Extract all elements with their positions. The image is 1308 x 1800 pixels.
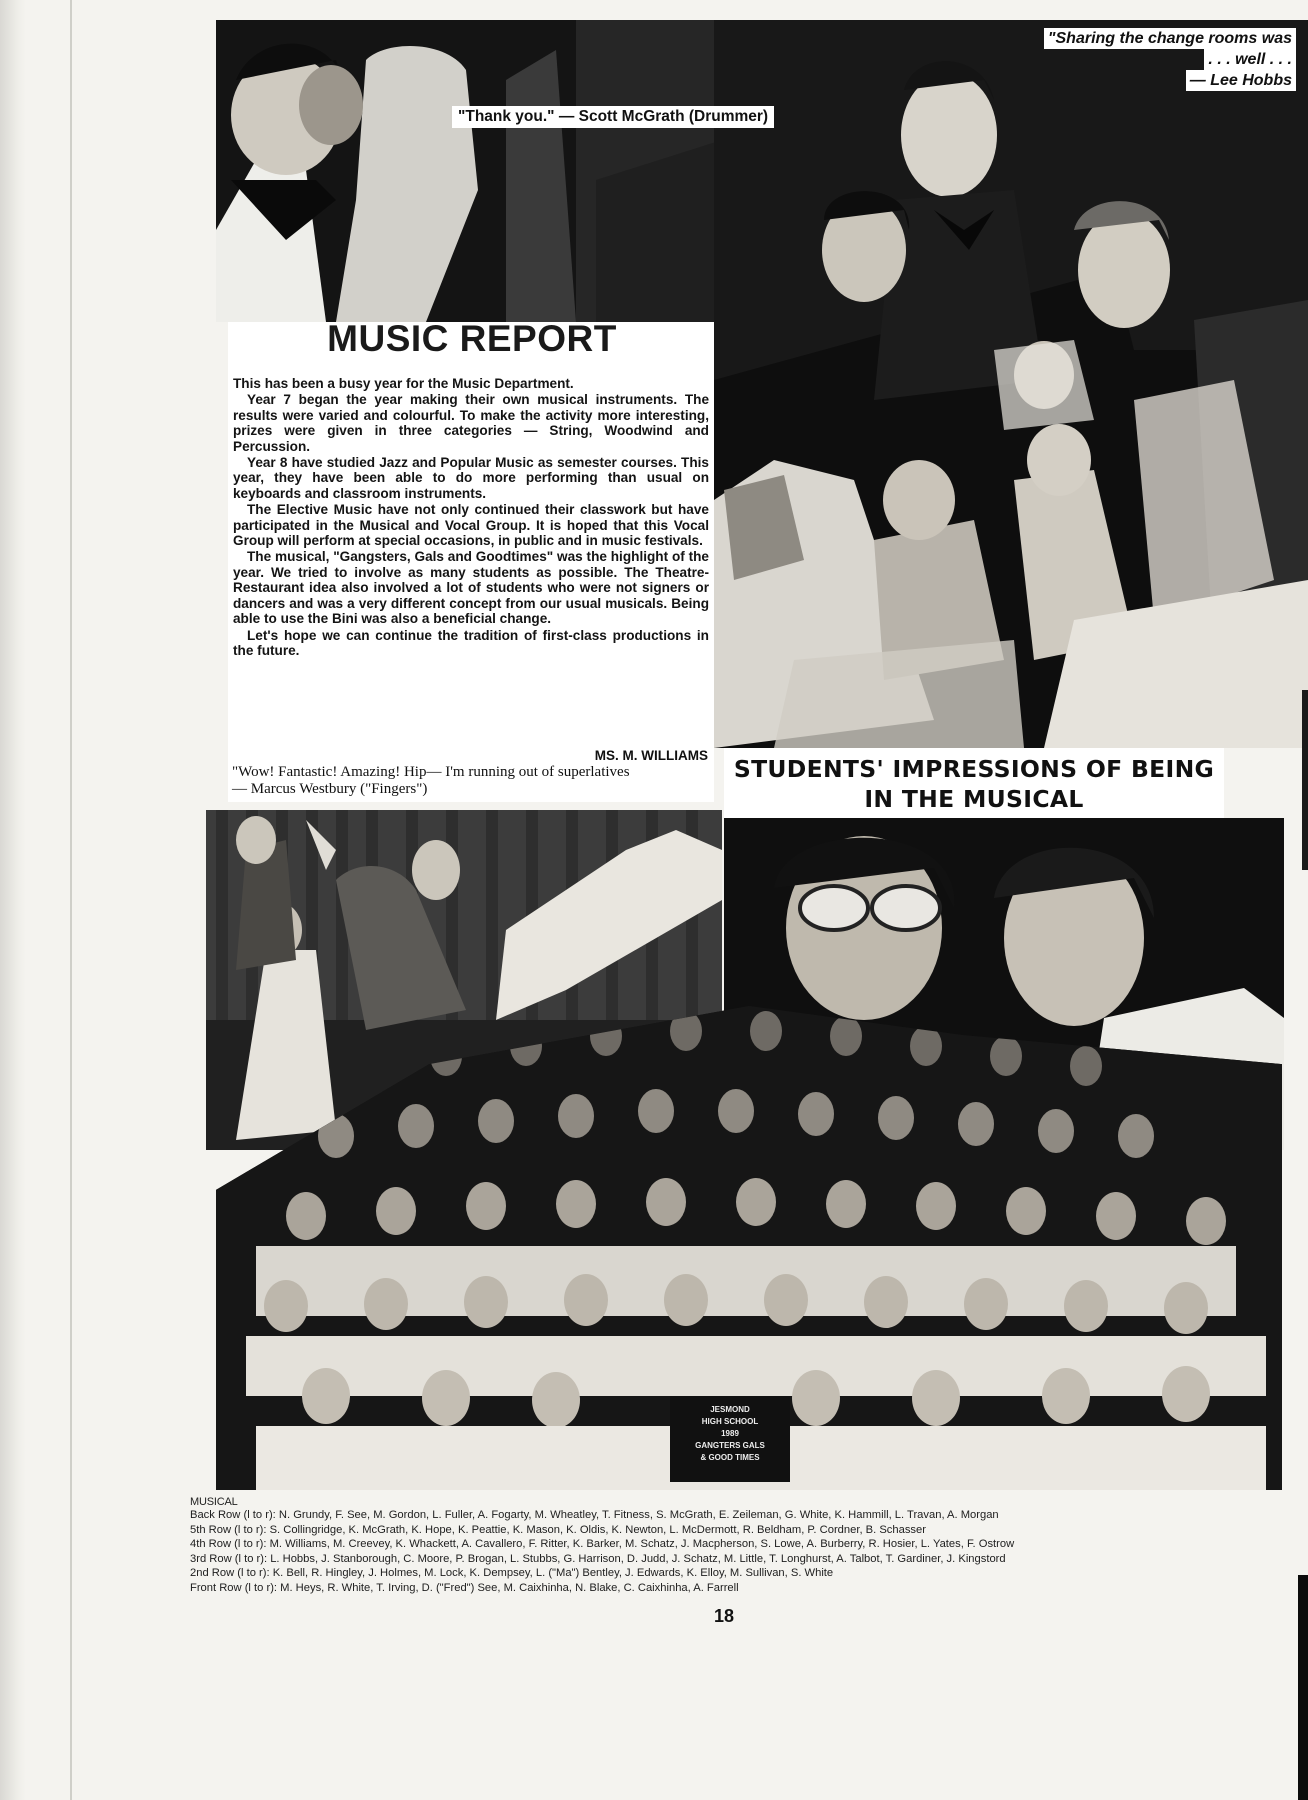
report-paragraph: The musical, "Gangsters, Gals and Goodtimes" was the highlight of the year. We tried to involve as many students as possible. The Theatre-Restaurant idea also involved a lot of students who were not signers or dancers and was a very different concept from our usual musicals. Being able to use the Bini was also a beneficial change.: [233, 549, 709, 627]
school-sign-board: [670, 1396, 790, 1482]
impressions-heading-line: STUDENTS' IMPRESSIONS OF BEING: [733, 755, 1215, 783]
caption-row: 3rd Row (l to r): L. Hobbs, J. Stanborough, C. Moore, P. Brogan, L. Stubbs, G. Harrison, D. Judd, J. Schatz, M. Little, T. Longhurst, A. Talbot, T. Gardiner, J. Kingstord: [190, 1552, 1006, 1565]
quote-lee-line: . . . well . . .: [1204, 49, 1296, 70]
report-signature: MS. M. WILLIAMS: [594, 748, 708, 763]
sign-line: 1989: [721, 1429, 739, 1438]
report-paragraph: Year 7 began the year making their own musical instruments. The results were varied and colourful. To make the activity more interesting, prizes were given in three categories — String, Woodwind and Percussion.: [233, 392, 709, 454]
caption-row: 5th Row (l to r): S. Collingridge, K. McGrath, K. Hope, K. Peattie, K. Mason, K. Oldis, K. Newton, L. McDermott, R. Beldham, P. Cordner, B. Schasser: [190, 1523, 926, 1536]
page-fold-line: [70, 0, 72, 1800]
book-spine-shadow: [0, 0, 26, 1800]
photo-cast-on-stage: [714, 20, 1308, 748]
page-edge-shadow: [1298, 1575, 1308, 1800]
caption-row: 2nd Row (l to r): K. Bell, R. Hingley, J. Holmes, M. Lock, K. Dempsey, L. ("Ma") Bentley, J. Edwards, K. Elloy, M. Sullivan, S. White: [190, 1567, 834, 1580]
quote-marcus-line: "Wow! Fantastic! Amazing! Hip— I'm running out of superlatives: [232, 764, 630, 780]
page-edge-shadow: [1302, 690, 1308, 870]
sign-line: & GOOD TIMES: [700, 1453, 760, 1462]
caption-row: Back Row (l to r): N. Grundy, F. See, M. Gordon, L. Fuller, A. Fogarty, M. Wheatley, T. Fitness, S. McGrath, E. Zeileman, G. White, K. Hammill, L. Travan, A. Morgan: [190, 1509, 999, 1521]
group-caption-names: [190, 1508, 1300, 1596]
sign-line: JESMOND: [710, 1405, 750, 1414]
page-title: MUSIC REPORT: [327, 318, 617, 359]
group-caption-label: MUSICAL: [190, 1496, 238, 1508]
quote-marcus-attribution: — Marcus Westbury ("Fingers"): [232, 781, 428, 797]
impressions-heading: [724, 748, 1224, 818]
quote-marcus-westbury: [232, 764, 708, 798]
report-paragraph: Year 8 have studied Jazz and Popular Music as semester courses. This year, they have been able to do more performing than usual on keyboards and classroom instruments.: [233, 455, 709, 501]
quote-lee-attribution: — Lee Hobbs: [1186, 70, 1296, 91]
impressions-heading-line: IN THE MUSICAL: [864, 785, 1084, 813]
caption-row: 4th Row (l to r): M. Williams, M. Creevey, K. Whackett, A. Cavallero, F. Ritter, K. Barker, M. Schatz, J. Macpherson, S. Lowe, A. Burberry, R. Hosier, L. Yates, F. Ostrow: [190, 1538, 1015, 1551]
report-paragraph: The Elective Music have not only continued their classwork but have participated in the Musical and Vocal Group. It is hoped that this Vocal Group will perform at special occasions, in public and in music festivals.: [233, 502, 709, 549]
report-paragraph: This has been a busy year for the Music Department.: [233, 376, 574, 391]
report-paragraph: Let's hope we can continue the tradition of first-class productions in the future.: [233, 627, 709, 658]
caption-row: Front Row (l to r): M. Heys, R. White, T. Irving, D. ("Fred") See, M. Caixhinha, N. Blake, C. Caixhinha, A. Farrell: [190, 1581, 739, 1594]
sign-line: GANGTERS GALS: [695, 1441, 765, 1450]
sign-line: HIGH SCHOOL: [701, 1417, 759, 1426]
photo-teacher-bow-tie: [216, 20, 722, 322]
quote-lee-line: "Sharing the change rooms was: [1044, 28, 1296, 49]
page-number: 18: [714, 1606, 735, 1626]
quote-lee-hobbs: [996, 28, 1296, 91]
quote-scott-mcgrath: "Thank you." — Scott McGrath (Drummer): [452, 106, 774, 128]
music-report-body: [233, 376, 709, 659]
